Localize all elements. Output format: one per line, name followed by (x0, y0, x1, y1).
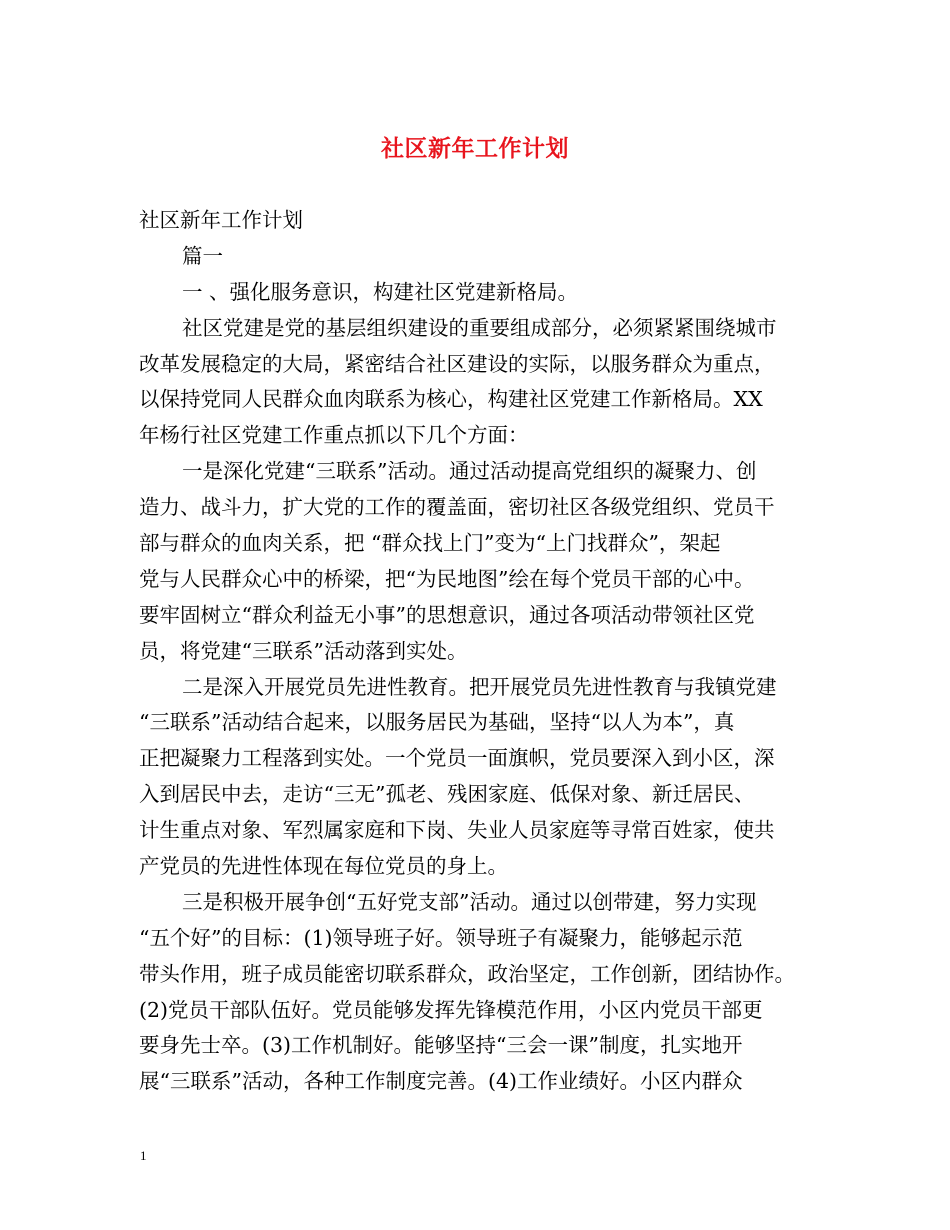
text-line: 社区党建是党的基层组织建设的重要组成部分，必须紧紧围绕城市 (182, 315, 777, 340)
text-line: 展“三联系”活动，各种工作制度完善。(4)工作业绩好。小区内群众 (139, 1069, 743, 1094)
text-line: 带头作用，班子成员能密切联系群众，政治坚定，工作创新，团结协作。 (139, 961, 795, 986)
text-line: 以保持党同人民群众血肉联系为核心，构建社区党建工作新格局。XX (139, 387, 763, 412)
text-line: 一 、强化服务意识，构建社区党建新格局。 (182, 279, 579, 304)
text-line: 社区新年工作计划 (139, 208, 303, 232)
text-line: “三联系”活动结合起来，以服务居民为基础，坚持“以人为本”，真 (139, 710, 735, 735)
text-line: 要身先士卒。(3)工作机制好。能够坚持“三会一课”制度，扎实地开 (139, 1033, 743, 1058)
text-line: 入到居民中去，走访“三无”孤老、残困家庭、低保对象、新迁居民、 (139, 782, 755, 807)
text-line: 二是深入开展党员先进性教育。把开展党员先进性教育与我镇党建 (182, 674, 777, 699)
text-line: 员，将党建“三联系”活动落到实处。 (139, 638, 468, 663)
text-line: 党与人民群众心中的桥梁，把“为民地图”绘在每个党员干部的心中。 (139, 566, 755, 591)
page-number: 1 (140, 1148, 147, 1163)
document-title: 社区新年工作计划 (381, 135, 569, 162)
text-line: 产党员的先进性体现在每位党员的身上。 (139, 854, 508, 879)
text-line: 年杨行社区党建工作重点抓以下几个方面： (139, 423, 529, 448)
text-line: 正把凝聚力工程落到实处。一个党员一面旗帜，党员要深入到小区，深 (139, 746, 775, 771)
text-line: 改革发展稳定的大局，紧密结合社区建设的实际，以服务群众为重点， (139, 351, 775, 376)
text-line: “五个好”的目标：(1)领导班子好。领导班子有凝聚力，能够起示范 (139, 925, 743, 950)
text-line: 一是深化党建“三联系”活动。通过活动提高党组织的凝聚力、创 (182, 459, 757, 484)
document-body (139, 203, 819, 1100)
text-line: (2)党员干部队伍好。党员能够发挥先锋模范作用，小区内党员干部更 (139, 997, 763, 1022)
text-line: 要牢固树立“群众利益无小事”的思想意识，通过各项活动带领社区党 (139, 602, 755, 627)
text-line: 三是积极开展争创“五好党支部”活动。通过以创带建，努力实现 (182, 889, 757, 914)
text-line: 计生重点对象、军烈属家庭和下岗、失业人员家庭等寻常百姓家，使共 (139, 818, 775, 843)
text-line: 部与群众的血肉关系，把 “群众找上门”变为“上门找群众”，架起 (139, 531, 721, 556)
text-line: 造力、战斗力，扩大党的工作的覆盖面，密切社区各级党组织、党员干 (139, 495, 775, 520)
text-line: 篇一 (182, 243, 223, 268)
